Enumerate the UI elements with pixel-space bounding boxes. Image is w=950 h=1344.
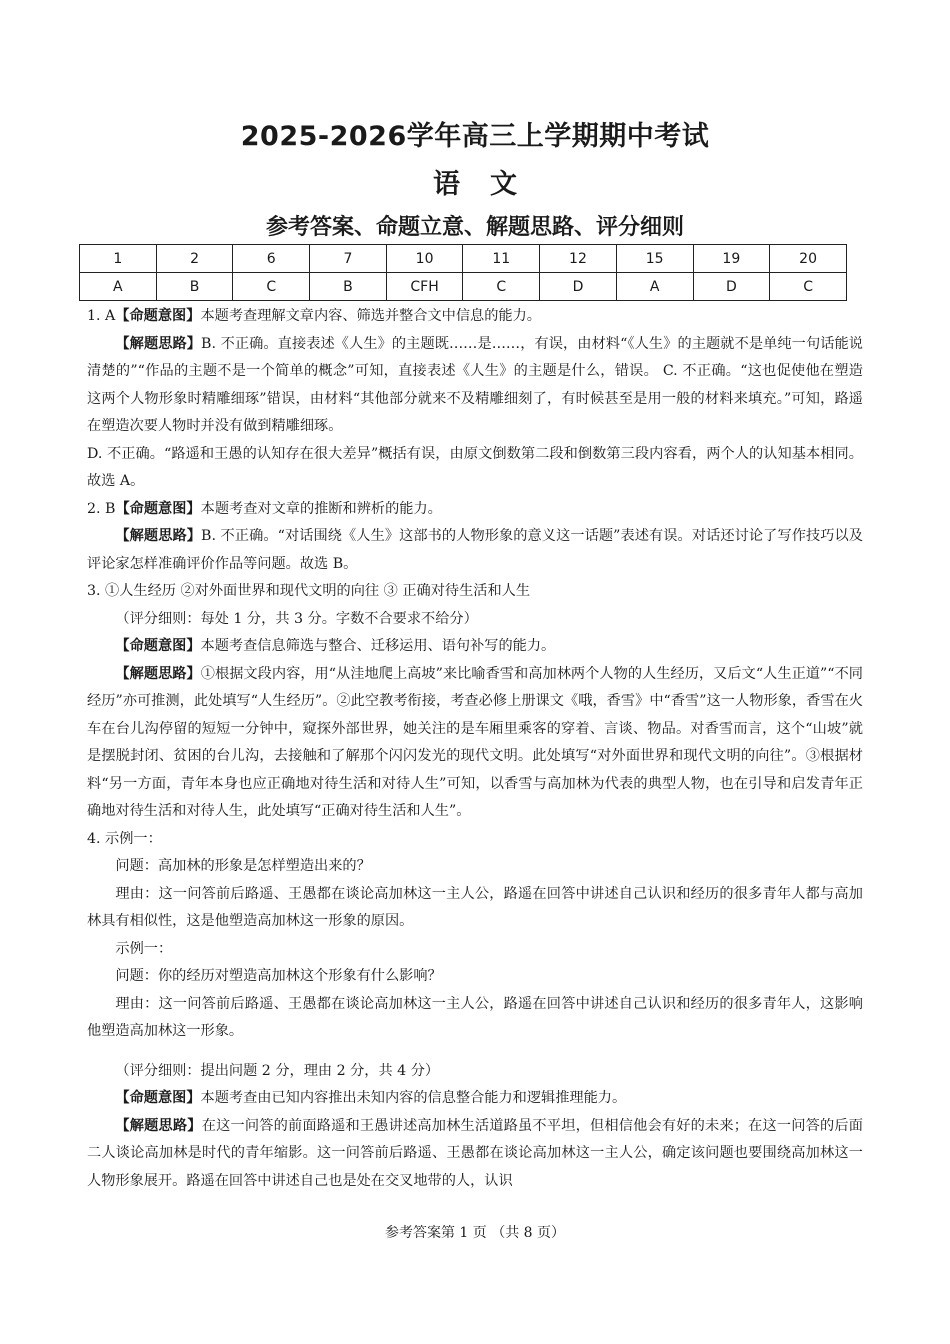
q1-solution-d: D. 不正确。“路遥和王愚的认知存在很大差异”概括有误，由原文倒数第二段和倒数第三段内容看，两个人的认知基本相同。故选 A。 xyxy=(87,445,863,489)
q4-example1-reason: 理由：这一问答前后路遥、王愚都在谈论高加林这一主人公，路遥在回答中讲述自己认识和经历的很多青年人都与高加林具有相似性，这是他塑造高加林这一形象的原因。 xyxy=(87,885,863,929)
q4-intent: 【命题意图】本题考查由已知内容推出未知内容的信息整合能力和逻辑推理能力。 xyxy=(115,1090,627,1106)
answer-cell: D xyxy=(540,273,617,301)
question-number-row xyxy=(80,245,847,273)
answer-row xyxy=(80,273,847,301)
subject-title: 语文 xyxy=(433,169,547,200)
question-number: 15 xyxy=(616,245,693,273)
spacer xyxy=(87,1046,863,1058)
exam-title: 2025-2026学年高三上学期期中考试 xyxy=(240,121,710,152)
answer-cell: C xyxy=(233,273,310,301)
q2-solution: 【解题思路】B. 不正确。“对话围绕《人生》这部书的人物形象的意义这一话题”表述有误。对话还讨论了写作技巧以及评论家怎样准确评价作品等问题。故选 B。 xyxy=(87,528,863,572)
q3-rubric: （评分细则：每处 1 分，共 3 分。字数不合要求不给分） xyxy=(115,610,478,627)
answer-cell: B xyxy=(156,273,233,301)
question-number: 7 xyxy=(310,245,387,273)
page-footer: 参考答案第 1 页 （共 8 页） xyxy=(384,1225,566,1241)
q4-example2-label: 示例一： xyxy=(115,940,173,957)
q4-example2-question: 问题：你的经历对塑造高加林这个形象有什么影响？ xyxy=(115,968,442,984)
answer-cell: D xyxy=(693,273,770,301)
answer-cell: A xyxy=(80,273,157,301)
answer-cell: B xyxy=(310,273,387,301)
q3-solution: 【解题思路】①根据文段内容，用“从洼地爬上高坡”来比喻香雪和高加林两个人物的人生经历，又后文“人生正道”“不同经历”亦可推测，此处填写“人生经历”。②此空教考衔接，考查必修上册课文《哦，香雪》中“香雪”这一人物形象，香雪在火车在台儿沟停留的短短一分钟中，窥探外部世界，她关注的是车厢里乘客的穿着、言谈、物品。对香雪而言，这个“山坡”就是摆脱封闭、贫困的台儿沟，去接触和了解那个闪闪发光的现代文明。此处填写“对外面世界和现代文明的向往”。③根据材料“另一方面，青年本身也应正确地对待生活和对待人生”可知，以香雪与高加林为代表的典型人物，也在引导和启发青年正确地对待生活和对待人生，此处填写“正确对待生活和人生”。 xyxy=(87,665,863,819)
answer-cell: C xyxy=(770,273,847,301)
answer-cell: CFH xyxy=(386,273,463,301)
answer-cell: A xyxy=(616,273,693,301)
question-number: 2 xyxy=(156,245,233,273)
question-number: 19 xyxy=(693,245,770,273)
q4-example1-question: 问题：高加林的形象是怎样塑造出来的？ xyxy=(115,858,371,874)
question-number: 10 xyxy=(386,245,463,273)
q3-intent: 【命题意图】本题考查信息筛选与整合、迁移运用、语句补写的能力。 xyxy=(115,638,556,654)
question-number: 1 xyxy=(80,245,157,273)
question-number: 6 xyxy=(233,245,310,273)
answer-explanations xyxy=(87,303,863,1195)
q4-example2-reason: 理由：这一问答前后路遥、王愚都在谈论高加林这一主人公，路遥在回答中讲述自己认识和经历的很多青年人，这影响他塑造高加林这一形象。 xyxy=(87,995,863,1039)
q4-rubric: （评分细则：提出问题 2 分，理由 2 分，共 4 分） xyxy=(115,1062,440,1079)
q1-solution: 【解题思路】B. 不正确。直接表述《人生》的主题既……是……，有误，由材料“《人生》的主题就不是单纯一句话能说清楚的”“作品的主题不是一个简单的概念”可知，直接表述《人生》的主题是什么，错误。 C. 不正确。“这也促使他在塑造这两个人物形象时精雕细琢”错误，由材料“其他部分就来不及精雕细刻了，有时候甚至是用一般的材料来填充。”可知，路遥在塑造次要人物时并没有做到精雕细琢。 xyxy=(87,335,863,434)
question-number: 11 xyxy=(463,245,540,273)
answer-table xyxy=(79,244,847,301)
q4-solution: 【解题思路】在这一问答的前面路遥和王愚讲述高加林生活道路虽不平坦，但相信他会有好的未来；在这一问答的后面二人谈论高加林是时代的青年缩影。这一问答前后路遥、王愚都在谈论高加林这一主人公，确定该问题也要围绕高加林这一人物形象展开。路遥在回答中讲述自己也是处在交叉地带的人，认识 xyxy=(87,1117,863,1189)
question-number: 20 xyxy=(770,245,847,273)
document-subtitle: 参考答案、命题立意、解题思路、评分细则 xyxy=(265,215,684,240)
q3-answer: 3. ①人生经历 ②对外面世界和现代文明的向往 ③ 正确对待生活和人生 xyxy=(87,583,531,599)
q2-intent: 2. B【命题意图】本题考查对文章的推断和辨析的能力。 xyxy=(87,500,442,517)
answer-cell: C xyxy=(463,273,540,301)
q1-intent: 1. A【命题意图】本题考查理解文章内容、筛选并整合文中信息的能力。 xyxy=(87,308,541,324)
q4-example1-label: 4. 示例一： xyxy=(87,830,162,847)
question-number: 12 xyxy=(540,245,617,273)
